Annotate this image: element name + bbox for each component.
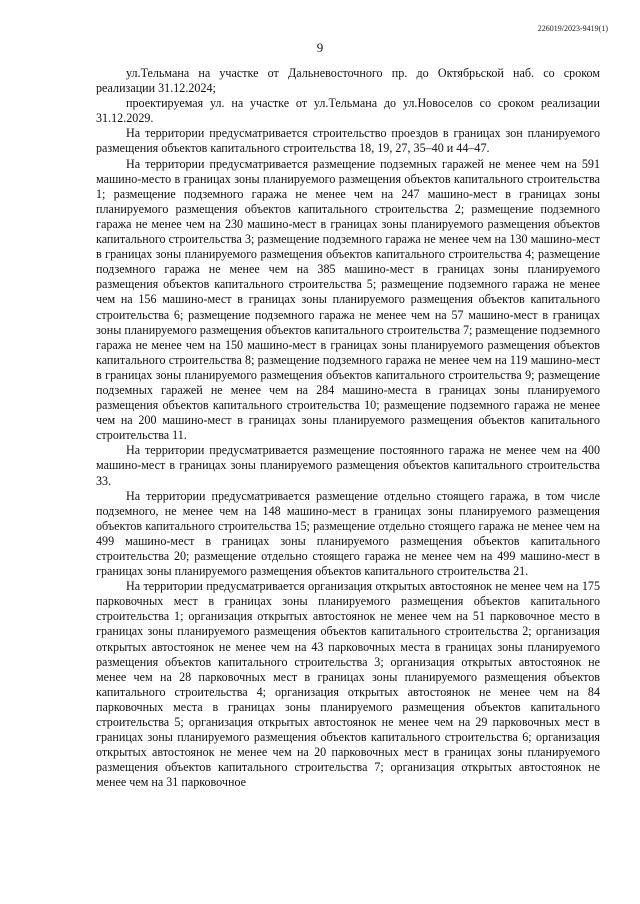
paragraph-underground-garages: На территории предусматривается размещение подземных гаражей не менее чем на 591 машино-место в границах зоны планируемого размещения объектов капитального строительства 1; размещение подземного гаража не менее чем на 247 машино-мест в границах зоны планируемого размещения объектов капитального строительства 2; размещение подземного гаража не менее чем на 230 машино-мест в границах зоны планируемого размещения объектов капитального строительства 3; размещение подземного гаража не менее чем на 130 машино-мест в границах зоны планируемого размещения объектов капитального строительства 4; размещение подземного гаража не менее чем на 385 машино-мест в границах зоны планируемого размещения объектов капитального строительства 5; размещение подземного гаража не менее чем на 156 машино-мест в границах зоны планируемого размещения объектов капитального строительства 6; размещение подземного гаража не менее чем на 57 машино-мест в границах зоны планируемого размещения объектов капитального строительства 7; размещение подземного гаража не менее чем на 150 машино-мест в границах зоны планируемого размещения объектов капитального строительства 8; размещение подземного гаража не менее чем на 119 машино-мест в границах зоны планируемого размещения объектов капитального строительства 9; размещение подземных гаражей не менее чем на 284 машино-места в границах зоны планируемого размещения объектов капитального строительства 10; размещение подземного гаража не менее чем на 200 машино-мест в границах зоны планируемого размещения объектов капитального строительства 11. — [96, 156, 600, 443]
paragraph-open-parking: На территории предусматривается организация открытых автостоянок не менее чем на 175 парковочных мест в границах зоны планируемого размещения объектов капитального строительства 1; организация открытых автостоянок не менее чем на 51 парковочное место в границах зоны планируемого размещения объектов капитального строительства 2; организация открытых автостоянок не менее чем на 43 парковочных места в границах зоны планируемого размещения объектов капитального строительства 3; организация открытых автостоянок не менее чем на 28 парковочных мест в границах зоны планируемого размещения объектов капитального строительства 4; организация открытых автостоянок не менее чем на 84 парковочных места в границах зоны планируемого размещения объектов капитального строительства 5; организация открытых автостоянок не менее чем на 29 парковочных мест в границах зоны планируемого размещения объектов капитального строительства 6; организация открытых автостоянок не менее чем на 20 парковочных мест в границах зоны планируемого размещения объектов капитального строительства 7; организация открытых автостоянок не менее чем на 31 парковочное — [96, 579, 600, 790]
paragraph-standalone-garages: На территории предусматривается размещение отдельно стоящего гаража, в том числе подземного, не менее чем на 148 машино-мест в границах зоны планируемого размещения объектов капитального строительства 15; размещение отдельно стоящего гаража не менее чем на 499 машино-мест в границах зоны планируемого размещения объектов капитального строительства 20; размещение отдельно стоящего гаража не менее чем на 499 машино-мест в границах зоны планируемого размещения объектов капитального строительства 21. — [96, 488, 600, 579]
paragraph-street-telmana: ул.Тельмана на участке от Дальневосточного пр. до Октябрьской наб. со сроком реализации 31.12.2024; — [96, 66, 600, 96]
document-body — [96, 66, 600, 791]
paragraph-permanent-garage: На территории предусматривается размещение постоянного гаража не менее чем на 400 машино-мест в границах зоны планируемого размещения объектов капитального строительства 33. — [96, 443, 600, 488]
page-number: 9 — [316, 40, 324, 55]
paragraph-driveways: На территории предусматривается строительство проездов в границах зон планируемого размещения объектов капитального строительства 18, 19, 27, 35–40 и 44–47. — [96, 126, 600, 156]
document-id: 226019/2023-9419(1) — [537, 24, 608, 33]
paragraph-projected-street: проектируемая ул. на участке от ул.Тельмана до ул.Новоселов со сроком реализации 31.12.2029. — [96, 96, 600, 126]
